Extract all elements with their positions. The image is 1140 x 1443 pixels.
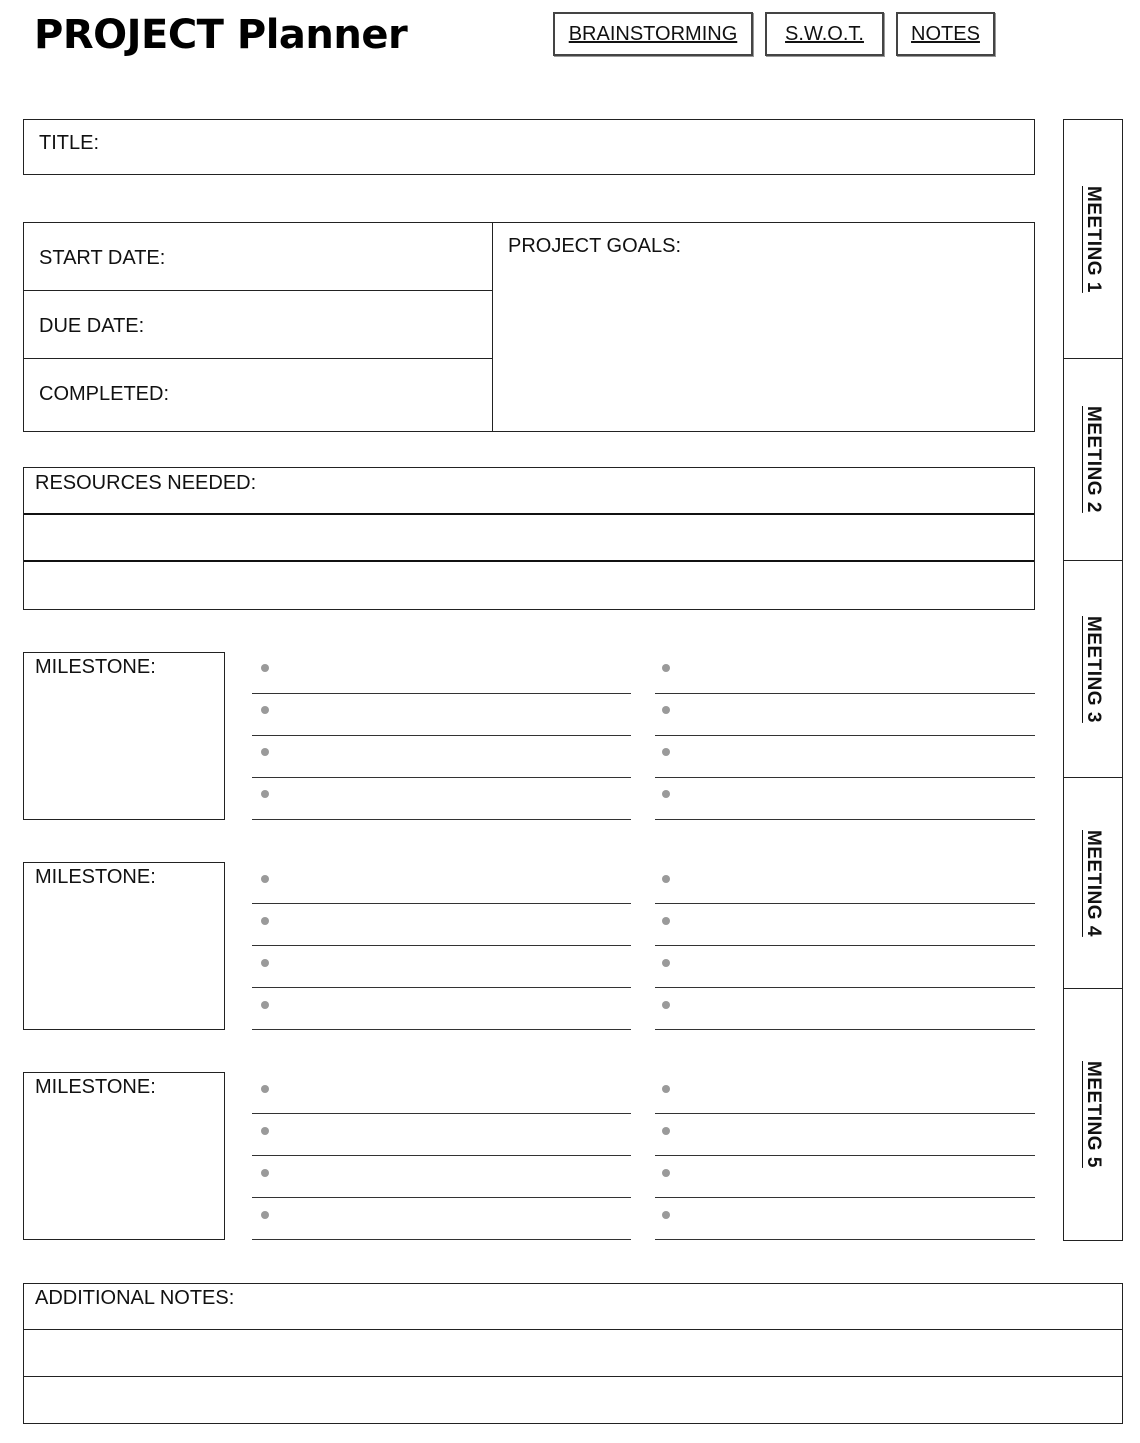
task-line[interactable]: [655, 1113, 1035, 1114]
task-line[interactable]: [252, 1113, 631, 1114]
completed-field[interactable]: [24, 359, 492, 431]
meeting-5-label: MEETING 5: [1083, 1061, 1104, 1168]
milestone-label: MILESTONE:: [35, 866, 156, 888]
project-goals-field[interactable]: [494, 223, 1034, 431]
brainstorming-link[interactable]: BRAINSTORMING: [553, 12, 753, 56]
meeting-4-label: MEETING 4: [1083, 829, 1104, 937]
task-line[interactable]: [655, 1239, 1035, 1240]
milestone-task-list: [252, 862, 1035, 1032]
bullet: [662, 706, 670, 714]
notes-entry-row[interactable]: [24, 1378, 1122, 1422]
milestone-label: MILESTONE:: [35, 1076, 156, 1098]
due-date-field[interactable]: [24, 291, 492, 358]
bullet: [662, 790, 670, 798]
swot-link[interactable]: S.W.O.T.: [765, 12, 884, 56]
task-line[interactable]: [252, 987, 631, 988]
meeting-5-tab[interactable]: [1063, 988, 1123, 1241]
bullet: [662, 917, 670, 925]
notes-entry-row[interactable]: [24, 1331, 1122, 1375]
milestone-task-list: [252, 1072, 1035, 1242]
title-label: TITLE:: [39, 132, 100, 154]
section-divider: [492, 223, 493, 431]
notes-link[interactable]: NOTES: [896, 12, 995, 56]
task-line[interactable]: [252, 1155, 631, 1156]
meeting-3-tab[interactable]: [1063, 560, 1123, 778]
bullet: [662, 959, 670, 967]
task-line[interactable]: [655, 777, 1035, 778]
bullet: [261, 875, 269, 883]
task-line[interactable]: [655, 735, 1035, 736]
additional-notes-label: ADDITIONAL NOTES:: [35, 1287, 235, 1309]
notes-line: [24, 1376, 1122, 1377]
meeting-1-tab[interactable]: [1063, 119, 1123, 359]
bullet: [662, 664, 670, 672]
start-date-label: START DATE:: [39, 247, 166, 269]
task-line[interactable]: [252, 735, 631, 736]
bullet: [261, 1001, 269, 1009]
task-line[interactable]: [655, 945, 1035, 946]
task-line[interactable]: [252, 693, 631, 694]
additional-notes-section: [23, 1283, 1123, 1424]
task-line[interactable]: [252, 1029, 631, 1030]
task-line[interactable]: [252, 1197, 631, 1198]
resources-label: RESOURCES NEEDED:: [35, 472, 257, 494]
task-line[interactable]: [655, 903, 1035, 904]
bullet: [261, 1169, 269, 1177]
bullet: [261, 664, 269, 672]
milestone-label: MILESTONE:: [35, 656, 156, 678]
meeting-1-label: MEETING 1: [1083, 185, 1104, 293]
bullet: [662, 1169, 670, 1177]
task-line[interactable]: [655, 987, 1035, 988]
meeting-3-label: MEETING 3: [1083, 615, 1104, 723]
due-date-label: DUE DATE:: [39, 315, 145, 337]
notes-line: [24, 1329, 1122, 1330]
bullet: [261, 1211, 269, 1219]
dates-goals-section: [23, 222, 1035, 432]
milestone-task-list: [252, 652, 1035, 822]
meeting-2-tab[interactable]: [1063, 358, 1123, 561]
bullet: [662, 1127, 670, 1135]
task-line[interactable]: [252, 777, 631, 778]
task-line[interactable]: [252, 903, 631, 904]
bullet: [662, 748, 670, 756]
task-line[interactable]: [252, 945, 631, 946]
task-line[interactable]: [655, 1155, 1035, 1156]
project-goals-label: PROJECT GOALS:: [508, 235, 682, 257]
start-date-field[interactable]: [24, 223, 492, 290]
bullet: [261, 790, 269, 798]
meeting-2-label: MEETING 2: [1083, 406, 1104, 513]
bullet: [261, 706, 269, 714]
bullet: [261, 917, 269, 925]
bullet: [261, 748, 269, 756]
meeting-4-tab[interactable]: [1063, 777, 1123, 989]
task-line[interactable]: [655, 1029, 1035, 1030]
milestone-box[interactable]: [23, 652, 225, 820]
task-line[interactable]: [655, 1197, 1035, 1198]
milestone-box[interactable]: [23, 1072, 225, 1240]
task-line[interactable]: [655, 819, 1035, 820]
bullet: [662, 875, 670, 883]
task-line[interactable]: [252, 819, 631, 820]
resources-entry-row[interactable]: [24, 562, 1034, 608]
bullet: [261, 959, 269, 967]
task-line[interactable]: [655, 693, 1035, 694]
resources-entry-row[interactable]: [24, 515, 1034, 559]
resources-section: [23, 467, 1035, 610]
bullet: [261, 1127, 269, 1135]
completed-label: COMPLETED:: [39, 383, 170, 405]
milestone-box[interactable]: [23, 862, 225, 1030]
bullet: [261, 1085, 269, 1093]
bullet: [662, 1085, 670, 1093]
page-title: PROJECT Planner: [34, 12, 408, 58]
bullet: [662, 1211, 670, 1219]
title-field[interactable]: [23, 119, 1035, 175]
bullet: [662, 1001, 670, 1009]
task-line[interactable]: [252, 1239, 631, 1240]
